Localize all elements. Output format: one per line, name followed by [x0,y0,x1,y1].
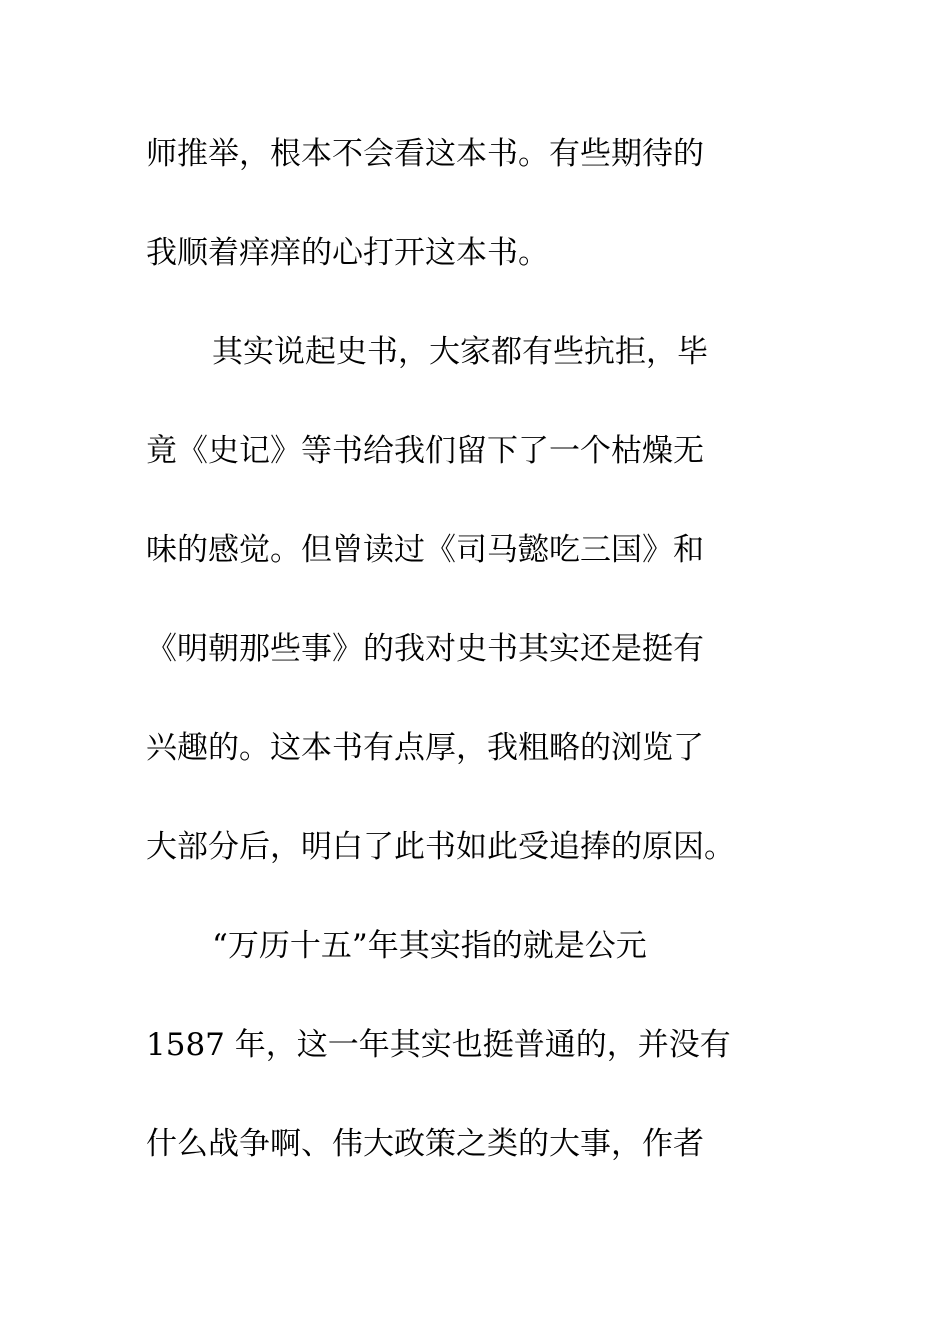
paragraph-start-line: “万历十五”年其实指的就是公元 [212,928,647,964]
text-line: 大部分后，明白了此书如此受追捧的原因。 [146,829,735,865]
body-text [146,124,826,1213]
text-line: 什么战争啊、伟大政策之类的大事，作者 [146,1126,704,1162]
text-line: 《明朝那些事》的我对史书其实还是挺有 [146,631,704,667]
text-line: 味的感觉。但曾读过《司马懿吃三国》和 [146,532,704,568]
text-line: 师推举，根本不会看这本书。有些期待的 [146,136,704,172]
text-line: 1587 年，这一年其实也挺普通的，并没有 [146,1027,731,1063]
text-line: 竟《史记》等书给我们留下了一个枯燥无 [146,433,704,469]
paragraph-start-line: 其实说起史书，大家都有些抗拒，毕 [212,334,708,370]
text-line: 兴趣的。这本书有点厚，我粗略的浏览了 [146,730,704,766]
text-line: 我顺着痒痒的心打开这本书。 [146,235,549,271]
